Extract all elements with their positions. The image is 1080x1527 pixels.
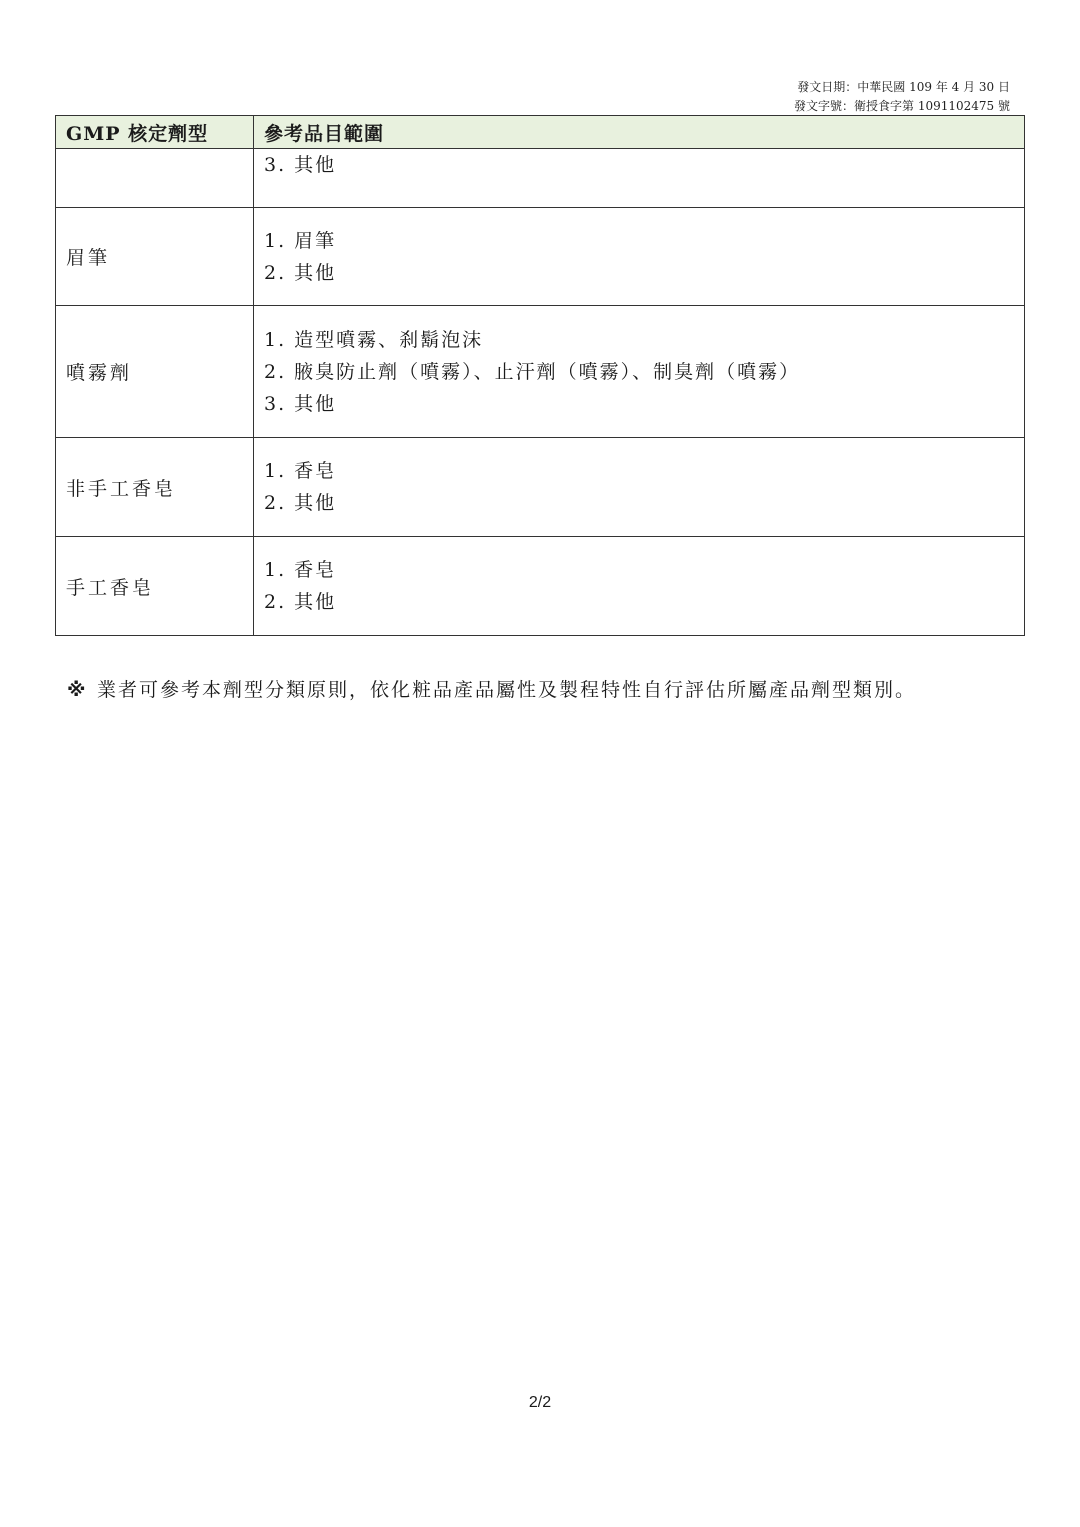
document-header [794,78,1010,116]
issue-reference-number: 發文字號：衛授食字第 1091102475 號 [794,99,1010,113]
list-item: 1. 眉筆 [264,229,337,252]
issue-date: 發文日期：中華民國 109 年 4 月 30 日 [797,80,1010,94]
list-item: 1. 香皂 [264,460,337,482]
reference-items-cell [254,306,1025,438]
list-item: 2. 腋臭防止劑（噴霧）、止汗劑（噴霧）、制臭劑（噴霧） [264,360,801,383]
reference-mark-icon: ※ [67,679,88,701]
dosage-form-cell: 非手工香皂 [56,438,254,537]
dosage-form-cell: 手工香皂 [56,537,254,636]
column-header-reference-items: 參考品目範圍 [254,116,1025,149]
list-item: 2. 其他 [264,261,337,284]
column-header-gmp-form: GMP 核定劑型 [56,116,254,149]
page-number: 2/2 [528,1394,552,1411]
list-item: 3. 其他 [264,392,337,415]
table-row [56,208,1025,306]
list-item: 3. 其他 [264,154,337,176]
reference-items-cell [254,537,1025,636]
table-row [56,306,1025,438]
list-item: 2. 其他 [264,492,337,514]
list-item: 1. 香皂 [264,559,337,581]
dosage-form-cell [56,149,254,208]
list-item: 1. 造型噴霧、刹鬍泡沫 [264,328,484,351]
table-header-row [56,116,1025,149]
table-row [56,537,1025,636]
reference-items-cell [254,208,1025,306]
footnote [67,675,916,702]
table-row [56,149,1025,208]
dosage-form-cell: 噴霧劑 [56,306,254,438]
reference-items-cell [254,438,1025,537]
dosage-form-table [55,115,1025,636]
footnote-text: 業者可參考本劑型分類原則，依化粧品產品屬性及製程特性自行評估所屬產品劑型類別。 [97,679,917,701]
list-item: 2. 其他 [264,591,337,613]
reference-items-cell [254,149,1025,208]
table-row [56,438,1025,537]
dosage-form-cell: 眉筆 [56,208,254,306]
